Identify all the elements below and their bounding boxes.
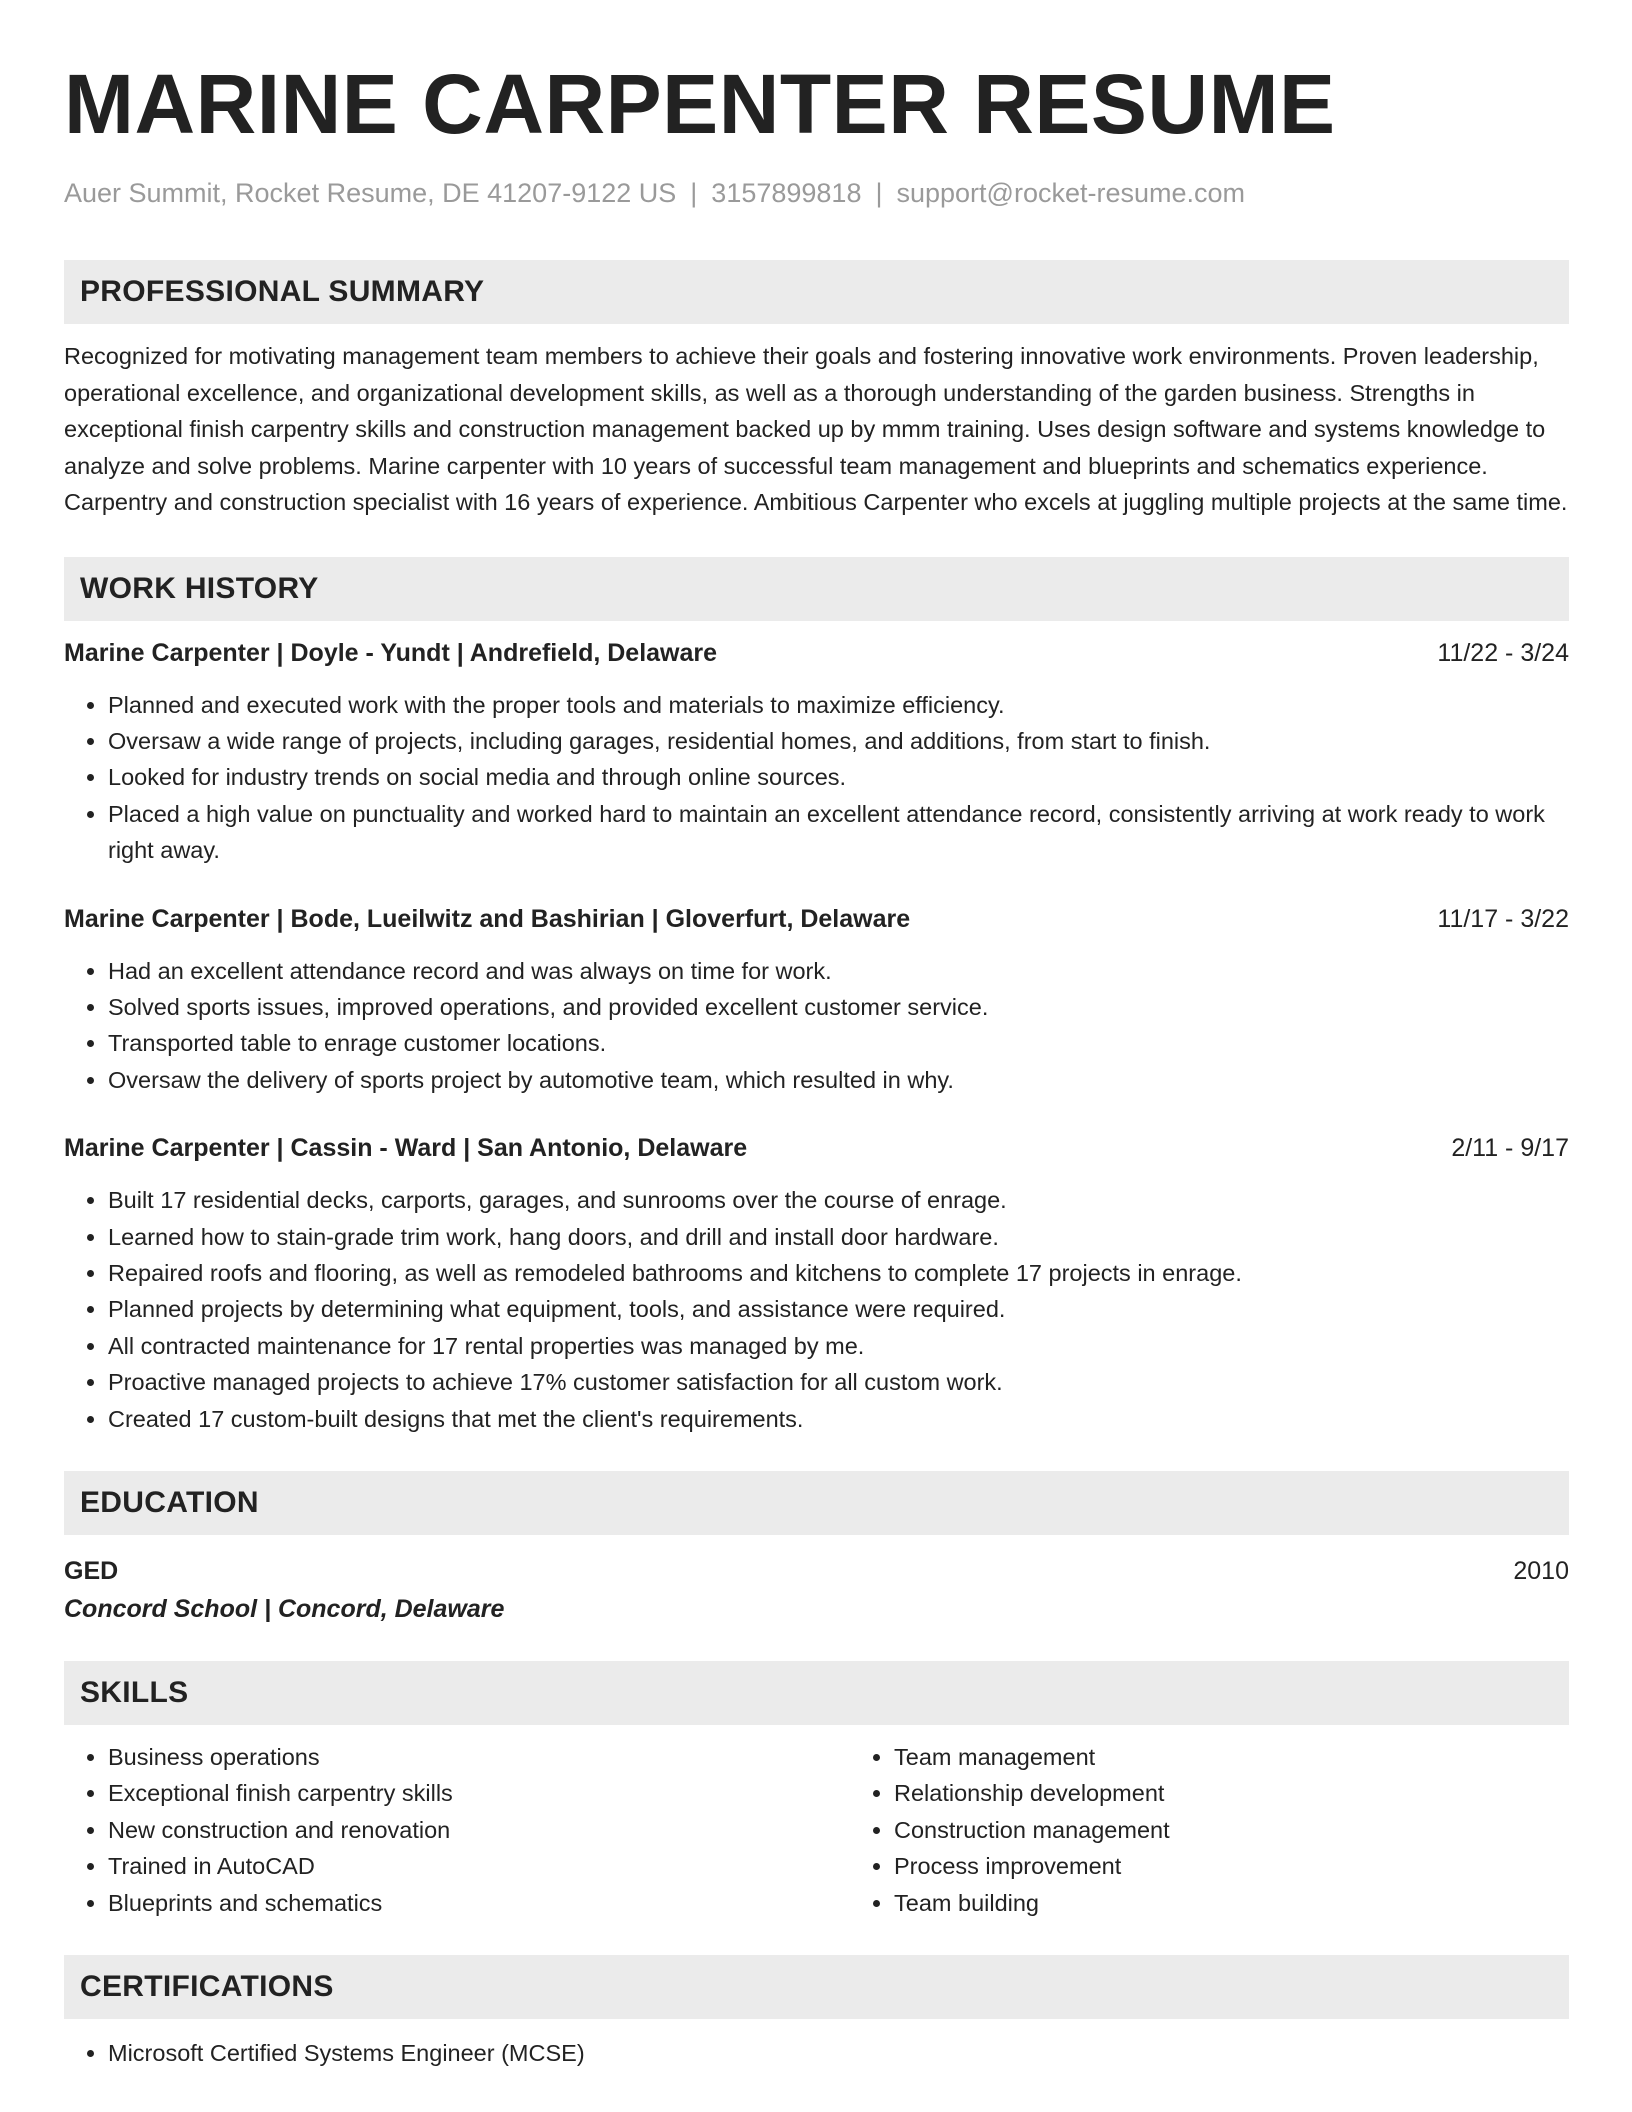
section-heading-summary: PROFESSIONAL SUMMARY (64, 260, 1569, 324)
skill-item: • Team building (894, 1885, 1170, 1921)
job-header (64, 635, 1569, 671)
job-bullet: • Created 17 custom-built designs that met the client's requirements. (108, 1401, 1569, 1437)
skill-item: • Exceptional finish carpentry skills (108, 1775, 850, 1811)
job-bullet: • Built 17 residential decks, carports, garages, and sunrooms over the course of enrage. (108, 1182, 1569, 1218)
skill-item: • Blueprints and schematics (108, 1885, 850, 1921)
job-title: Marine Carpenter | Bode, Lueilwitz and Bashirian | Gloverfurt, Delaware (64, 904, 911, 933)
job-bullet: • Oversaw the delivery of sports project by automotive team, which resulted in why. (108, 1062, 1569, 1098)
job-header (64, 1130, 1569, 1166)
job-dates: 11/17 - 3/22 (1437, 904, 1569, 933)
skills-grid (64, 1739, 1569, 1921)
skill-item: • Process improvement (894, 1848, 1170, 1884)
job-title: Marine Carpenter | Cassin - Ward | San Antonio, Delaware (64, 1134, 748, 1163)
job-bullet: • Looked for industry trends on social media and through online sources. (108, 759, 1569, 795)
skill-item: • New construction and renovation (108, 1812, 850, 1848)
job-bullet: • Transported table to enrage customer locations. (108, 1025, 1569, 1061)
job-title: Marine Carpenter | Doyle - Yundt | Andrefield, Delaware (64, 638, 718, 667)
job-bullets (64, 953, 1569, 1099)
job-bullet: • Oversaw a wide range of projects, including garages, residential homes, and additions, from start to finish. (108, 723, 1569, 759)
education-header (64, 1553, 1569, 1589)
resume-title: MARINE CARPENTER RESUME (64, 57, 1336, 151)
summary-text: Recognized for motivating management team members to achieve their goals and fostering innovative work environments. Proven leadership, operational excellence, and organizational development skills, as well as a thorough understanding of the garden business. Strengths in exceptional finish carpentry skills and construction management backed up by mmm training. Uses design software and systems knowledge to analyze and solve problems. Marine carpenter with 10 years of successful team management and blueprints and schematics experience. Carpentry and construction specialist with 16 years of experience. Ambitious Carpenter who excels at juggling multiple projects at the same time. (64, 343, 1568, 515)
skill-item: • Team management (894, 1739, 1170, 1775)
job-bullet: • Planned and executed work with the proper tools and materials to maximize efficiency. (108, 687, 1569, 723)
skills-column-right (850, 1739, 1170, 1921)
job-entry (64, 635, 1569, 869)
skill-item: • Business operations (108, 1739, 850, 1775)
job-bullet: • Placed a high value on punctuality and worked hard to maintain an excellent attendance record, consistently arriving at work ready to work right away. (108, 796, 1569, 869)
job-bullets (64, 687, 1569, 869)
job-bullet: • Solved sports issues, improved operations, and provided excellent customer service. (108, 989, 1569, 1025)
skill-item: • Construction management (894, 1812, 1170, 1848)
job-bullet: • Repaired roofs and flooring, as well as remodeled bathrooms and kitchens to complete 17 projects in enrage. (108, 1255, 1569, 1291)
job-bullet: • All contracted maintenance for 17 rental properties was managed by me. (108, 1328, 1569, 1364)
skill-item: • Relationship development (894, 1775, 1170, 1811)
section-heading-education: EDUCATION (64, 1471, 1569, 1535)
contact-separator: | (690, 178, 698, 208)
job-header (64, 901, 1569, 937)
contact-phone: 3157899818 (711, 178, 862, 208)
section-heading-work-history: WORK HISTORY (64, 557, 1569, 621)
skill-item: • Trained in AutoCAD (108, 1848, 850, 1884)
job-bullet: • Planned projects by determining what equipment, tools, and assistance were required. (108, 1291, 1569, 1327)
job-bullet: • Proactive managed projects to achieve 17% customer satisfaction for all custom work. (108, 1364, 1569, 1400)
certifications-list (64, 2035, 1569, 2071)
job-entry (64, 1130, 1569, 1437)
education-degree: GED (64, 1557, 119, 1585)
job-dates: 11/22 - 3/24 (1437, 638, 1569, 667)
skills-column-left (64, 1739, 850, 1921)
education-school: Concord School | Concord, Delaware (64, 1595, 505, 1623)
job-dates: 2/11 - 9/17 (1451, 1134, 1569, 1163)
contact-line (64, 176, 1569, 210)
job-entry (64, 901, 1569, 1099)
contact-email: support@rocket-resume.com (896, 178, 1246, 208)
section-heading-skills: SKILLS (64, 1661, 1569, 1725)
certification-item: • Microsoft Certified Systems Engineer (MCSE) (108, 2035, 1569, 2071)
section-heading-certifications: CERTIFICATIONS (64, 1955, 1569, 2019)
job-bullets (64, 1182, 1569, 1437)
job-bullet: • Had an excellent attendance record and was always on time for work. (108, 953, 1569, 989)
contact-address: Auer Summit, Rocket Resume, DE 41207-9122 US (64, 178, 677, 208)
contact-separator: | (875, 178, 883, 208)
education-year: 2010 (1513, 1557, 1569, 1585)
job-bullet: • Learned how to stain-grade trim work, hang doors, and drill and install door hardware. (108, 1219, 1569, 1255)
